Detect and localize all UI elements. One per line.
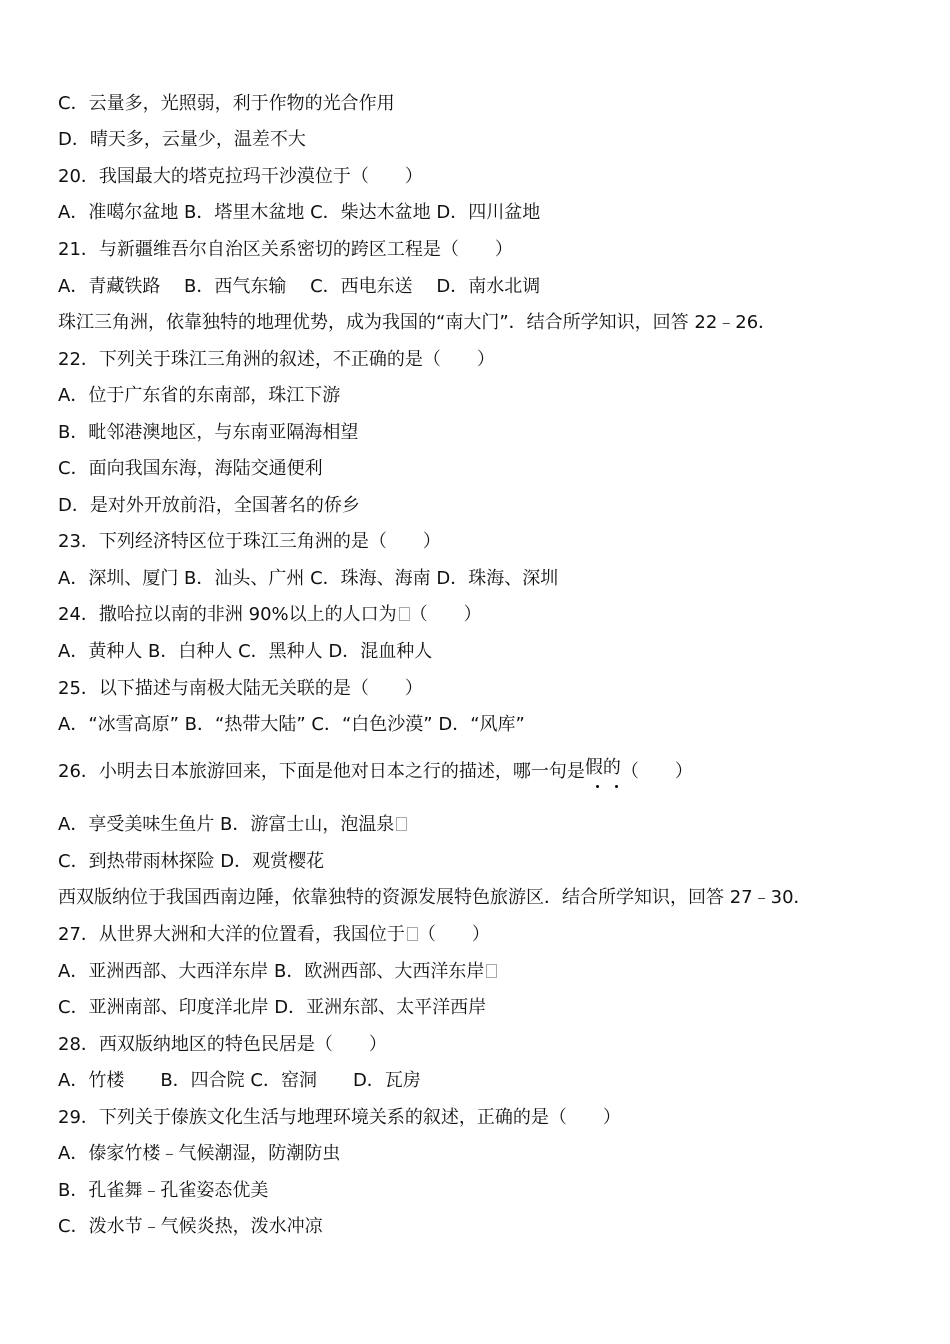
options-26-cd: C．到热带雨林探险 D．观赏樱花 (58, 851, 325, 872)
options-27-ab-text: A．亚洲西部、大西洋东岸 B．欧洲西部、大西洋东岸 (58, 961, 485, 982)
missing-glyph-icon (396, 817, 407, 831)
option-22c: C．面向我国东海，海陆交通便利 (58, 458, 323, 479)
option-19c: C．云量多，光照弱，利于作物的光合作用 (58, 93, 395, 114)
options-27-cd: C．亚洲南部、印度洋北岸 D．亚洲东部、太平洋西岸 (58, 997, 487, 1018)
question-27 (58, 923, 910, 947)
options-24: A．黄种人 B．白种人 C．黑种人 D．混血种人 (58, 641, 433, 662)
question-20: 20．我国最大的塔克拉玛干沙漠位于（ ） (58, 166, 423, 187)
options-26-ab (58, 813, 910, 837)
question-24 (58, 603, 910, 627)
option-22d: D．是对外开放前沿，全国著名的侨乡 (58, 495, 360, 516)
options-21: A．青藏铁路 B．西气东输 C．西电东送 D．南水北调 (58, 276, 541, 297)
question-24-blank: （ ） (409, 604, 482, 625)
option-29c: C．泼水节﹣气候炎热，泼水冲凉 (58, 1216, 323, 1237)
question-24-text: 24．撒哈拉以南的非洲 90%以上的人口为 (58, 604, 397, 625)
option-22a: A．位于广东省的东南部，珠江下游 (58, 385, 341, 406)
emphasis-dots: 假的 (584, 757, 621, 778)
question-26-blank: （ ） (620, 761, 693, 782)
question-29: 29．下列关于傣族文化生活与地理环境关系的叙述，正确的是（ ） (58, 1107, 621, 1128)
missing-glyph-icon (407, 927, 418, 941)
option-22b: B．毗邻港澳地区，与东南亚隔海相望 (58, 422, 359, 443)
question-26-text: 26．小明去日本旅游回来，下面是他对日本之行的描述，哪一句是 (58, 761, 585, 782)
options-28: A．竹楼 B．四合院 C．窑洞 D．瓦房 (58, 1070, 421, 1091)
question-27-text: 27．从世界大洲和大洋的位置看，我国位于 (58, 924, 405, 945)
missing-glyph-icon (486, 964, 497, 978)
options-27-ab (58, 960, 910, 984)
options-23: A．深圳、厦门 B．汕头、广州 C．珠海、海南 D．珠海、深圳 (58, 568, 559, 589)
question-28: 28．西双版纳地区的特色民居是（ ） (58, 1034, 387, 1055)
question-26 (58, 757, 910, 784)
missing-glyph-icon (399, 607, 410, 621)
question-22: 22．下列关于珠江三角洲的叙述，不正确的是（ ） (58, 349, 495, 370)
intro-22-26: 珠江三角洲，依靠独特的地理优势，成为我国的“南大门”．结合所学知识，回答 22﹣26． (58, 312, 777, 333)
option-29a: A．傣家竹楼﹣气候潮湿，防潮防虫 (58, 1143, 341, 1164)
question-27-blank: （ ） (417, 924, 490, 945)
question-23: 23．下列经济特区位于珠江三角洲的是（ ） (58, 531, 441, 552)
option-19d: D．晴天多，云量少，温差不大 (58, 129, 306, 150)
options-26-ab-text: A．享受美味生鱼片 B．游富士山，泡温泉 (58, 814, 395, 835)
question-21: 21．与新疆维吾尔自治区关系密切的跨区工程是（ ） (58, 239, 513, 260)
options-20: A．准噶尔盆地 B．塔里木盆地 C．柴达木盆地 D．四川盆地 (58, 202, 541, 223)
option-29b: B．孔雀舞﹣孔雀姿态优美 (58, 1180, 269, 1201)
intro-27-30: 西双版纳位于我国西南边陲，依靠独特的资源发展特色旅游区．结合所学知识，回答 27﹣30． (58, 887, 812, 908)
options-25: A．“冰雪高原” B．“热带大陆” C．“白色沙漠” D．“风库” (58, 714, 525, 735)
question-25: 25．以下描述与南极大陆无关联的是（ ） (58, 678, 423, 699)
